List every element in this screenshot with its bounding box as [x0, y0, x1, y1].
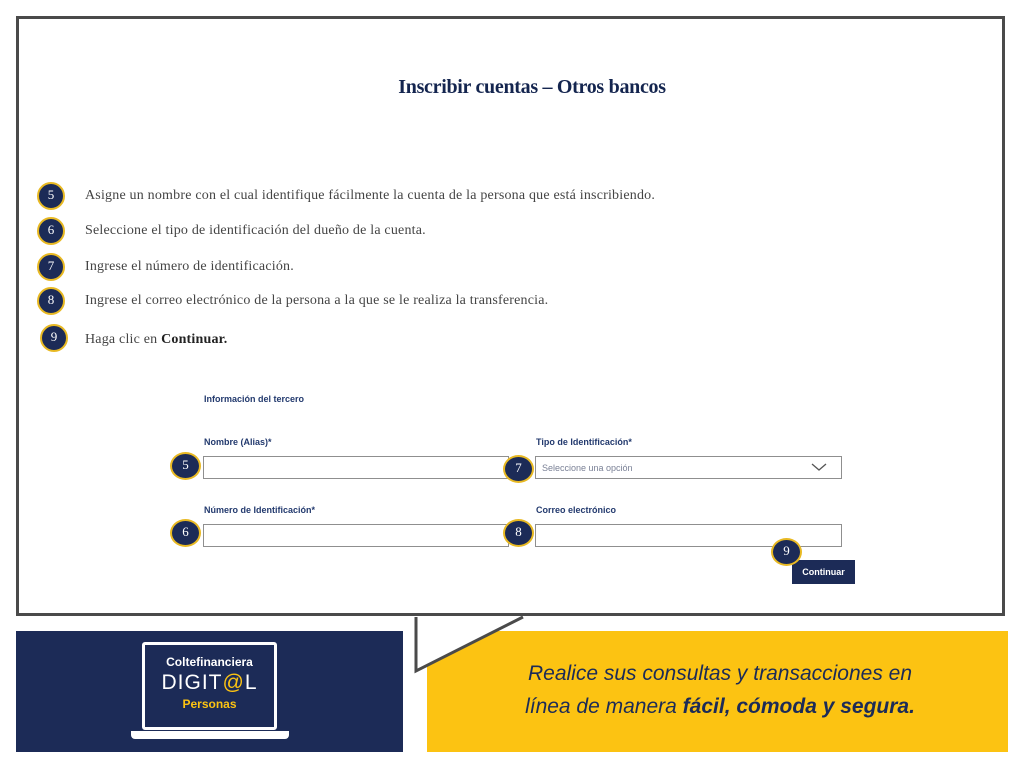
step-text: Seleccione el tipo de identificación del dueño de la cuenta. [85, 223, 426, 238]
tagline-line-1: Realice sus consultas y transacciones en [527, 662, 913, 685]
step-badge: 5 [37, 182, 65, 210]
callout-badge-id-number: 6 [170, 519, 201, 547]
step-text-prefix: Haga clic en [85, 332, 162, 347]
logo-digital-b: L [244, 671, 258, 694]
banner-tagline [480, 657, 960, 723]
step-badge: 8 [37, 287, 65, 315]
tagline-line-2-prefix: línea de manera [525, 695, 683, 718]
logo-digital-a: DIGIT [161, 671, 223, 694]
tagline-line-2 [480, 690, 960, 723]
step-badge: 6 [37, 217, 65, 245]
continue-button[interactable]: Continuar [792, 560, 855, 584]
coltefinanciera-digital-logo [142, 642, 277, 730]
logo-personas: Personas [182, 697, 237, 711]
callout-badge-email: 8 [503, 519, 534, 547]
id-type-label: Tipo de Identificación* [536, 437, 632, 447]
alias-label: Nombre (Alias)* [204, 437, 272, 447]
step-text-bold: Continuar. [161, 332, 228, 347]
step-text: Ingrese el número de identificación. [85, 259, 294, 274]
id-type-placeholder: Seleccione una opción [542, 463, 633, 473]
email-label: Correo electrónico [536, 505, 617, 515]
logo-brand-name: Coltefinanciera [166, 655, 253, 669]
id-number-label: Número de Identificación* [204, 505, 316, 515]
form-section-title: Información del tercero [204, 394, 305, 404]
tagline-line-2-bold: fácil, cómoda y segura. [682, 695, 915, 718]
step-text: Ingrese el correo electrónico de la persona a la que se le realiza la transferencia. [85, 293, 549, 308]
slide-title: Inscribir cuentas – Otros bancos [398, 76, 666, 98]
laptop-base-icon [131, 731, 289, 739]
logo-digital-wordmark [145, 671, 274, 695]
callout-badge-id-type: 7 [503, 455, 534, 483]
step-badge: 7 [37, 253, 65, 281]
step-badge: 9 [40, 324, 68, 352]
step-text: Asigne un nombre con el cual identifique fácilmente la cuenta de la persona que está inscribiendo. [85, 188, 656, 203]
callout-badge-alias: 5 [170, 452, 201, 480]
callout-badge-continue: 9 [771, 538, 802, 566]
logo-digital-at: @ [222, 671, 245, 694]
